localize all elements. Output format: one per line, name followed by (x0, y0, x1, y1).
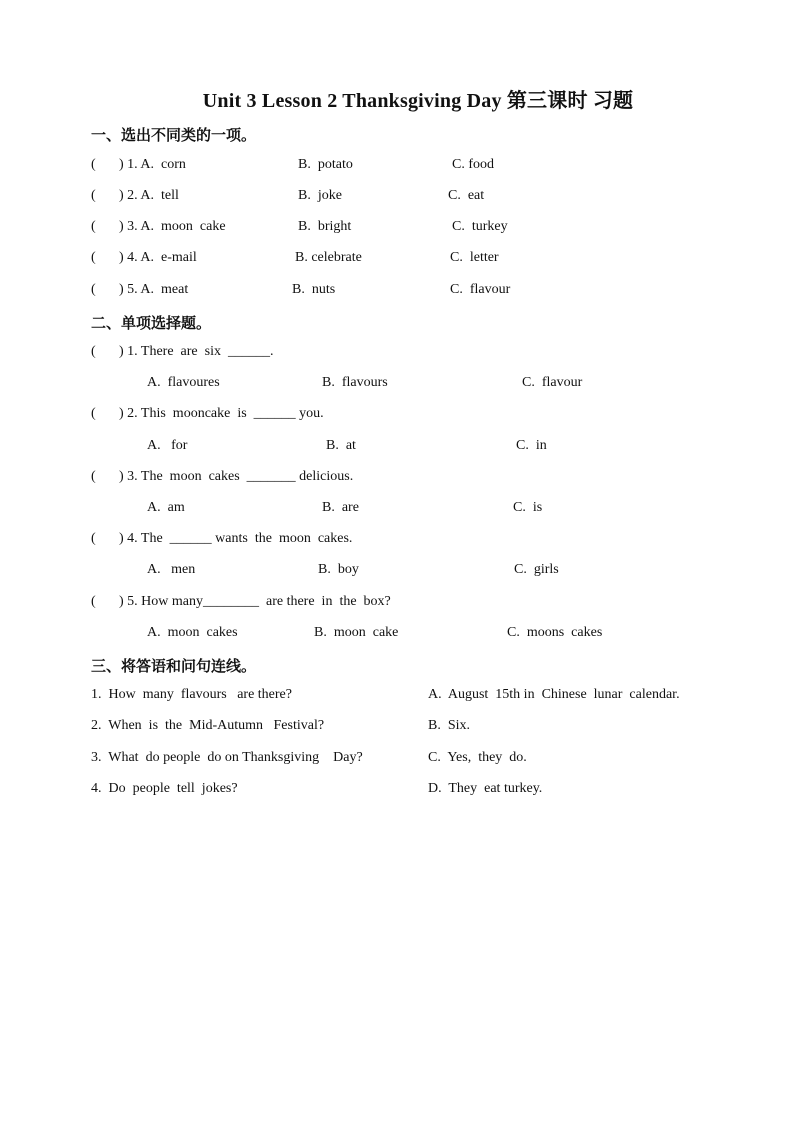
question-stem: ) 1. A. corn (119, 157, 186, 172)
question-stem: ) 1. There are six ______. (119, 344, 274, 359)
answer-blank-paren: ( (91, 219, 96, 234)
option-c: C. turkey (452, 219, 508, 234)
option-a: A. flavoures (147, 375, 220, 390)
question-stem: ) 3. A. moon cake (119, 219, 226, 234)
option-c: C. food (452, 157, 494, 172)
answer-blank-paren: ( (91, 282, 96, 297)
option-b: B. nuts (292, 282, 336, 297)
option-b: B. boy (318, 562, 359, 577)
section3-heading: 三、将答语和问句连线。 (91, 657, 257, 675)
option-b: B. joke (298, 188, 342, 203)
option-c: C. is (513, 500, 543, 515)
option-b: B. potato (298, 157, 353, 172)
answer-blank-paren: ( (91, 344, 96, 359)
question-stem: ) 5. A. meat (119, 282, 189, 297)
option-b: B. flavours (322, 375, 388, 390)
answer-blank-paren: ( (91, 469, 96, 484)
section2-heading: 二、单项选择题。 (91, 314, 212, 332)
match-question-3: 3. What do people do on Thanksgiving Day? (91, 750, 363, 765)
option-c: C. eat (448, 188, 485, 203)
option-c: C. flavour (450, 282, 511, 297)
match-answer-b: B. Six. (428, 718, 471, 733)
option-a: A. am (147, 500, 185, 515)
answer-blank-paren: ( (91, 188, 96, 203)
match-question-4: 4. Do people tell jokes? (91, 781, 238, 796)
option-c: C. girls (514, 562, 559, 577)
option-b: B. moon cake (314, 625, 399, 640)
option-b: B. celebrate (295, 250, 362, 265)
answer-blank-paren: ( (91, 531, 96, 546)
page-title: Unit 3 Lesson 2 Thanksgiving Day 第三课时 习题 (202, 90, 634, 112)
option-b: B. at (326, 438, 356, 453)
option-a: A. for (147, 438, 188, 453)
match-answer-a: A. August 15th in Chinese lunar calendar. (428, 687, 680, 702)
answer-blank-paren: ( (91, 157, 96, 172)
answer-blank-paren: ( (91, 594, 96, 609)
option-c: C. letter (450, 250, 499, 265)
match-question-1: 1. How many flavours are there? (91, 687, 292, 702)
answer-blank-paren: ( (91, 406, 96, 421)
section1-heading: 一、选出不同类的一项。 (91, 126, 257, 144)
option-c: C. flavour (522, 375, 583, 390)
option-b: B. are (322, 500, 359, 515)
question-stem: ) 3. The moon cakes _______ delicious. (119, 469, 354, 484)
option-a: A. men (147, 562, 196, 577)
option-a: A. moon cakes (147, 625, 238, 640)
match-answer-d: D. They eat turkey. (428, 781, 543, 796)
answer-blank-paren: ( (91, 250, 96, 265)
option-c: C. moons cakes (507, 625, 603, 640)
question-stem: ) 5. How many________ are there in the box? (119, 594, 391, 609)
question-stem: ) 4. The ______ wants the moon cakes. (119, 531, 353, 546)
match-question-2: 2. When is the Mid-Autumn Festival? (91, 718, 325, 733)
match-answer-c: C. Yes, they do. (428, 750, 527, 765)
question-stem: ) 2. This mooncake is ______ you. (119, 406, 324, 421)
option-c: C. in (516, 438, 547, 453)
question-stem: ) 4. A. e-mail (119, 250, 197, 265)
option-b: B. bright (298, 219, 352, 234)
question-stem: ) 2. A. tell (119, 188, 179, 203)
